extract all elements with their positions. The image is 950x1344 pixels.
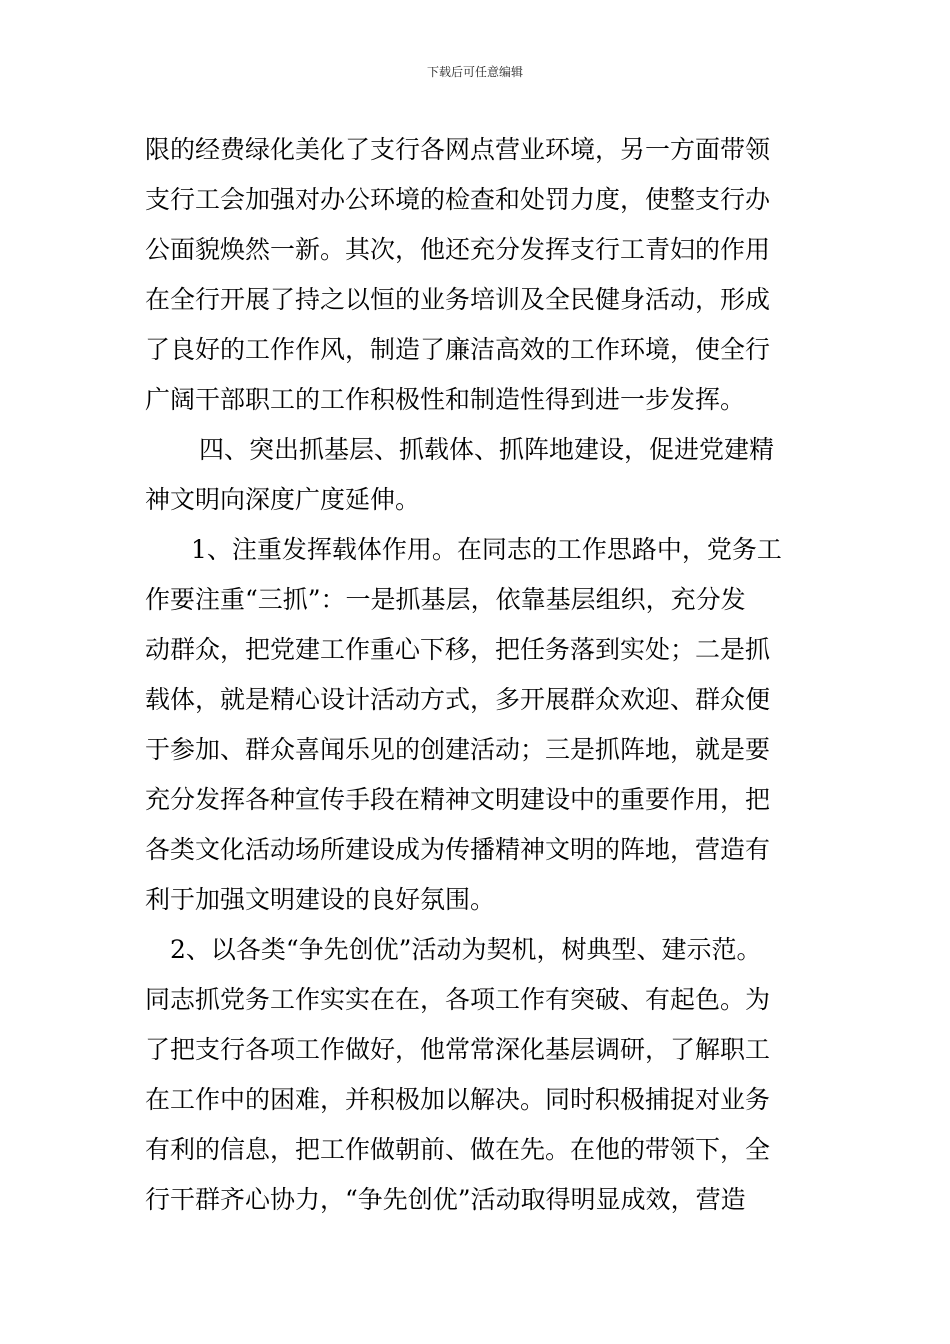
document-body [145,125,813,1225]
text-line: 在全行开展了持之以恒的业务培训及全民健身活动，形成 [145,285,771,314]
text-line: 作要注重“三抓”：一是抓基层，依靠基层组织，充分发 [145,585,746,614]
paragraph-environment [145,125,813,425]
text-line: 支行工会加强对办公环境的检查和处罚力度，使整支行办 [145,185,771,214]
section-heading-four [145,425,813,525]
text-line: 行干群齐心协力，“争先创优”活动取得明显成效，营造 [145,1185,746,1214]
text-line: 同志抓党务工作实实在在，各项工作有突破、有起色。为 [145,985,771,1014]
text-line: 神文明向深度广度延伸。 [145,485,421,514]
text-line: 公面貌焕然一新。其次，他还充分发挥支行工青妇的作用 [145,235,771,264]
page-header-note: 下载后可任意编辑 [426,65,523,79]
text-line: 利于加强文明建设的良好氛围。 [145,885,496,914]
text-line: 有利的信息，把工作做朝前、做在先。在他的带领下，全 [145,1135,771,1164]
paragraph-item-2 [145,925,813,1225]
text-line: 动群众，把党建工作重心下移，把任务落到实处；二是抓 [145,635,771,664]
text-line: 载体，就是精心设计活动方式，多开展群众欢迎、群众便 [145,685,771,714]
text-line: 了良好的工作作风，制造了廉洁高效的工作环境，使全行 [145,335,771,364]
text-line: 1、注重发挥载体作用。在同志的工作思路中，党务工 [191,535,782,564]
text-line: 各类文化活动场所建设成为传播精神文明的阵地，营造有 [145,835,771,864]
text-line: 了把支行各项工作做好，他常常深化基层调研，了解职工 [145,1035,771,1064]
text-line: 限的经费绿化美化了支行各网点营业环境，另一方面带领 [145,135,771,164]
text-line: 于参加、群众喜闻乐见的创建活动；三是抓阵地，就是要 [145,735,771,764]
text-line: 广阔干部职工的工作积极性和制造性得到进一步发挥。 [145,385,746,414]
text-line: 在工作中的困难，并积极加以解决。同时积极捕捉对业务 [145,1085,771,1114]
text-line: 四、突出抓基层、抓载体、抓阵地建设，促进党建精 [199,435,775,464]
paragraph-item-1 [145,525,813,925]
text-line: 充分发挥各种宣传手段在精神文明建设中的重要作用，把 [145,785,771,814]
text-line: 2、以各类“争先创优”活动为契机，树典型、建示范。 [170,935,762,964]
